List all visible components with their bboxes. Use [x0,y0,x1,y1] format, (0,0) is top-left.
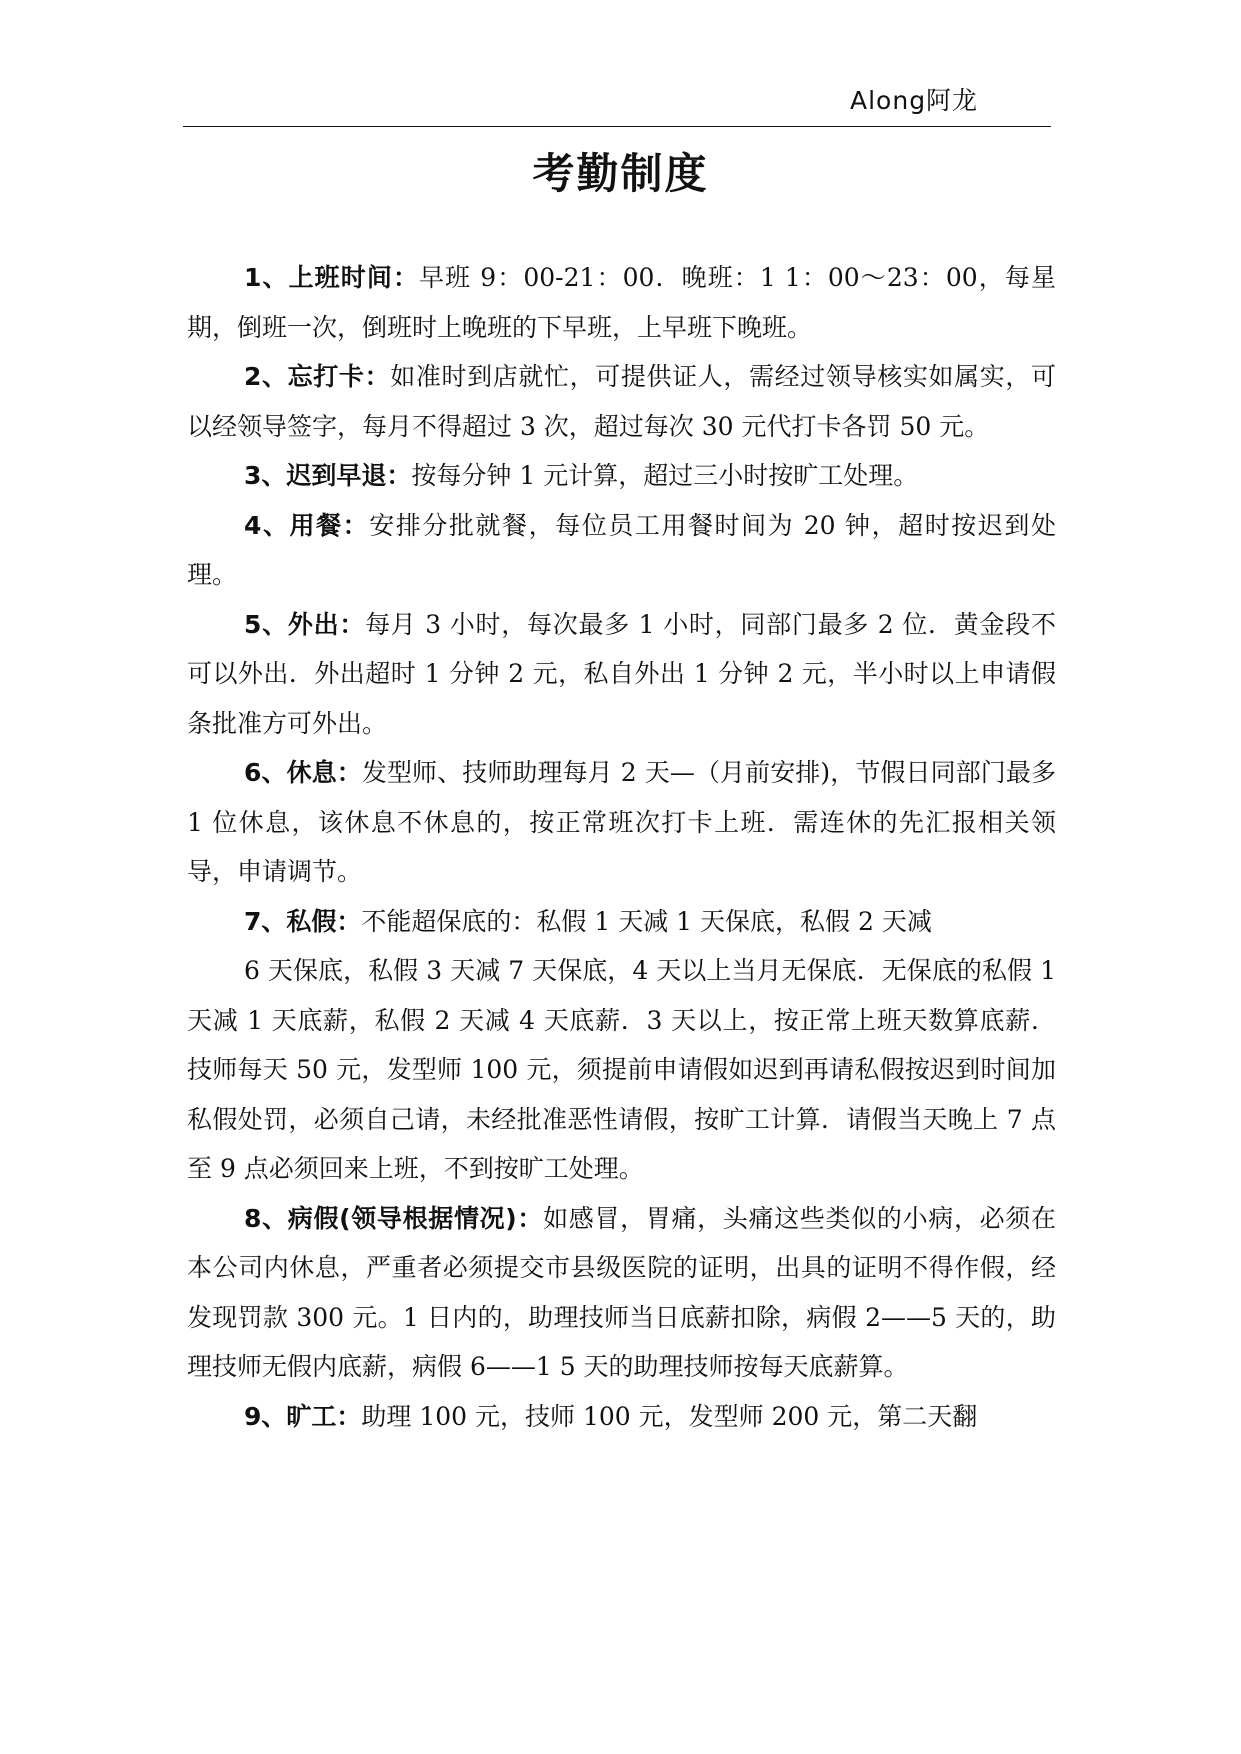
rule-number: 4、 [244,510,290,540]
rule-item-9 [187,1392,1056,1442]
rule-text: 早班 9：00-21：00．晚班：1 1：00～23：00，每星期，倒班一次，倒班时上晚班的下早班，上早班下晚班。 [187,263,1056,342]
rule-text: 如感冒，胃痛，头痛这些类似的小病，必须在本公司内休息，严重者必须提交市县级医院的证明，出具的证明不得作假，经发现罚款 300 元。1 日内的，助理技师当日底薪扣除，病假 2——5 天的，助理技师无假内底薪，病假 6——1 5 天的助理技师按每天底薪算。 [187,1203,1056,1381]
rule-item-6 [187,748,1056,897]
rule-label: 外出： [287,609,366,639]
rule-number: 7、 [244,906,287,936]
rule-number: 8、 [244,1203,288,1233]
rule-text: 如准时到店就忙，可提供证人，需经过领导核实如属实，可以经领导签字，每月不得超过 3 次，超过每次 30 元代打卡各罚 50 元。 [187,362,1056,441]
header-divider [183,126,1051,127]
rule-item-3 [187,451,1056,501]
header-author: Along阿龙 [850,86,979,115]
rule-text: 每月 3 小时，每次最多 1 小时，同部门最多 2 位．黄金段不可以外出．外出超时 1 分钟 2 元，私自外出 1 分钟 2 元，半小时以上申请假条批准方可外出。 [187,609,1056,738]
rule-text: 助理 100 元，技师 100 元，发型师 200 元，第二天翻 [361,1401,978,1431]
rule-text: 按每分钟 1 元计算，超过三小时按旷工处理。 [411,461,919,490]
rule-text: 6 天保底，私假 3 天减 7 天保底，4 天以上当月无保底．无保底的私假 1 天减 1 天底薪，私假 2 天减 4 天底薪．3 天以上，按正常上班天数算底薪．技师每天 50 元，发型师 100 元，须提前申请假如迟到再请私假按迟到时间加私假处罚，必须自己请，未经批准恶性请假，按旷工计算．请假当天晚上 7 点至 9 点必须回来上班，不到按旷工处理。 [187,956,1056,1183]
rule-text: 发型师、技师助理每月 2 天—（月前安排)，节假日同部门最多 1 位休息，该休息不休息的，按正常班次打卡上班．需连休的先汇报相关领导，申请调节。 [187,758,1056,886]
rule-label: 休息： [286,758,362,787]
rule-label: 忘打卡： [287,362,391,391]
rule-item-7-continuation [187,946,1056,1194]
rule-item-2 [187,352,1056,451]
rule-label: 用餐： [289,510,370,540]
rule-number: 9、 [244,1401,287,1431]
rule-item-8 [187,1194,1056,1392]
rule-item-4 [187,501,1056,600]
page-title: 考勤制度 [532,149,709,198]
rule-item-5 [187,600,1056,749]
rule-text: 不能超保底的：私假 1 天减 1 天保底，私假 2 天减 [361,906,932,936]
rule-number: 3、 [244,461,287,490]
rule-number: 1、 [244,263,289,292]
rule-label: 私假： [286,906,362,936]
rule-label: 上班时间： [288,263,420,292]
rule-number: 2、 [244,362,288,391]
rule-text: 安排分批就餐，每位员工用餐时间为 20 钟，超时按迟到处理。 [187,510,1056,589]
rule-label: 迟到早退： [286,461,412,490]
rule-label: 病假(领导根据情况)： [287,1203,544,1233]
rule-item-7 [187,897,1056,947]
rule-label: 旷工： [286,1401,362,1431]
rule-item-1 [187,253,1056,352]
rule-number: 6、 [244,758,287,787]
rules-list [187,253,1056,1441]
rule-number: 5、 [244,609,288,639]
